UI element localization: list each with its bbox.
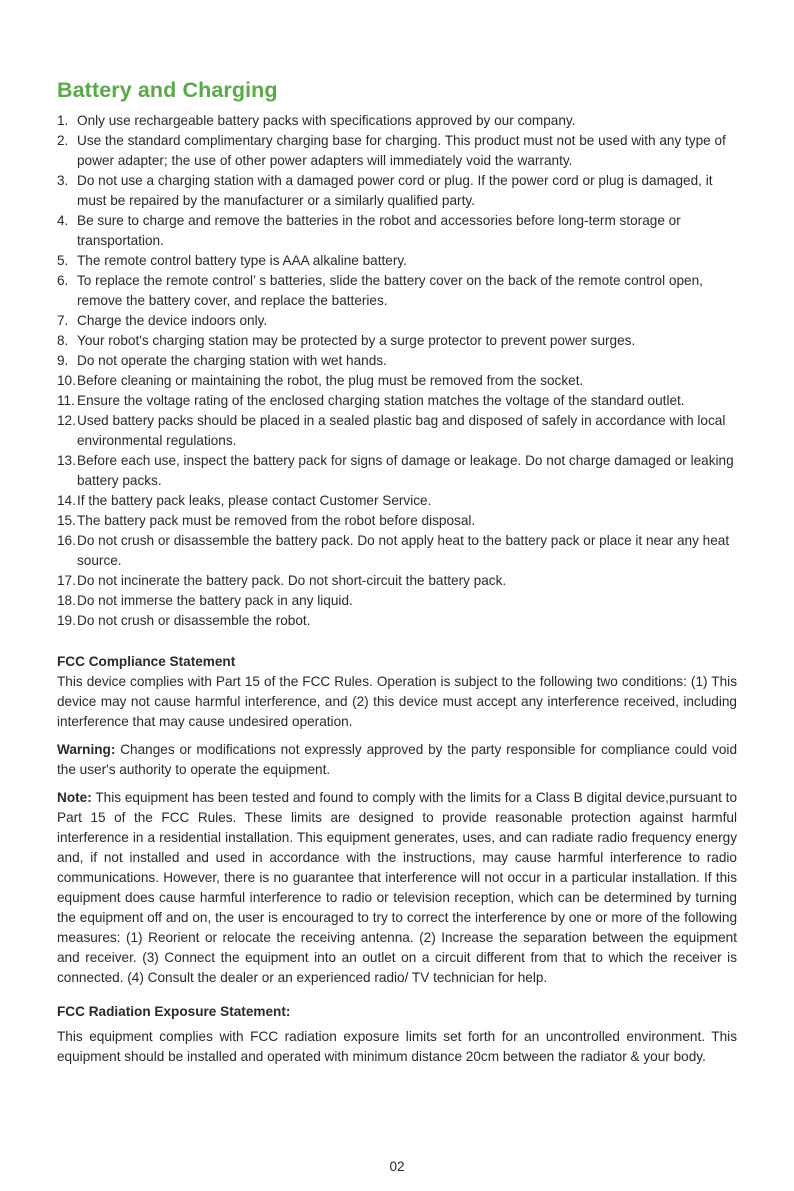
list-item [57, 211, 737, 251]
item-number: 2. [57, 133, 69, 148]
list-item [57, 391, 737, 411]
item-number: 1. [57, 113, 69, 128]
item-number: 13. [57, 453, 76, 468]
note-label: Note: [57, 790, 92, 805]
list-item [57, 611, 737, 631]
warning-label: Warning: [57, 742, 116, 757]
note-text: This equipment has been tested and found to comply with the limits for a Class B digital device,pursuant to Part 15 of the FCC Rules. These limits are designed to provide reasonable protection against harmful interference in a residential installation. This equipment generates, uses, and can radiate radio frequency energy and, if not installed and used in accordance with the instructions, may cause harmful interference to radio communications. However, there is no guarantee that interference will not occur in a particular installation. If this equipment does cause harmful interference to radio or television reception, which can be determined by turning the equipment off and on, the user is encouraged to try to correct the interference by one or more of the following measures: (1) Reorient or relocate the receiving antenna. (2) Increase the separation between the equipment and receiver. (3) Connect the equipment into an outlet on a circuit different from that to which the receiver is connected. (4) Consult the dealer or an experienced radio/ TV technician for help. [57, 790, 738, 985]
radiation-body: This equipment complies with FCC radiation exposure limits set forth for an uncontrolled environment. This equipment should be installed and operated with minimum distance 20cm between the radiator & your body. [57, 1029, 737, 1064]
page-number: 02 [389, 1159, 405, 1174]
item-text: Be sure to charge and remove the batteries in the robot and accessories before long-term storage or transportation. [77, 213, 681, 248]
item-text: If the battery pack leaks, please contact Customer Service. [77, 493, 432, 508]
item-number: 7. [57, 313, 69, 328]
item-number: 14. [57, 493, 76, 508]
item-number: 19. [57, 613, 76, 628]
list-item [57, 451, 737, 491]
radiation-heading: FCC Radiation Exposure Statement: [57, 1004, 291, 1019]
item-number: 8. [57, 333, 69, 348]
battery-rules-list [57, 111, 737, 631]
item-number: 17. [57, 573, 76, 588]
note-paragraph [57, 788, 737, 988]
list-item [57, 171, 737, 211]
item-text: Before cleaning or maintaining the robot, the plug must be removed from the socket. [77, 373, 584, 388]
warning-paragraph [57, 740, 737, 780]
list-item [57, 131, 737, 171]
item-text: Before each use, inspect the battery pack for signs of damage or leakage. Do not charge damaged or leaking battery packs. [77, 453, 734, 488]
document-page [57, 78, 737, 1067]
item-number: 5. [57, 253, 69, 268]
item-number: 11. [57, 393, 75, 408]
list-item [57, 511, 737, 531]
item-text: Used battery packs should be placed in a sealed plastic bag and disposed of safely in accordance with local environmental regulations. [77, 413, 726, 448]
list-item [57, 311, 737, 331]
list-item [57, 331, 737, 351]
item-number: 12. [57, 413, 76, 428]
item-number: 15. [57, 513, 76, 528]
item-number: 16. [57, 533, 76, 548]
list-item [57, 351, 737, 371]
list-item [57, 371, 737, 391]
item-number: 18. [57, 593, 76, 608]
item-number: 4. [57, 213, 69, 228]
item-number: 9. [57, 353, 69, 368]
list-item [57, 111, 737, 131]
list-item [57, 491, 737, 511]
item-text: The battery pack must be removed from the robot before disposal. [77, 513, 476, 528]
item-number: 10. [57, 373, 76, 388]
list-item [57, 411, 737, 451]
item-text: The remote control battery type is AAA alkaline battery. [77, 253, 407, 268]
section-title: Battery and Charging [57, 78, 278, 102]
item-text: Do not operate the charging station with wet hands. [77, 353, 387, 368]
item-text: Do not immerse the battery pack in any liquid. [77, 593, 353, 608]
fcc-compliance-body: This device complies with Part 15 of the FCC Rules. Operation is subject to the following two conditions: (1) This device may not cause harmful interference, and (2) this device must accept any interference received, including interference that may cause undesired operation. [57, 674, 737, 729]
item-text: Only use rechargeable battery packs with specifications approved by our company. [77, 113, 576, 128]
warning-text: Changes or modifications not expressly approved by the party responsible for compliance could void the user's authority to operate the equipment. [57, 742, 738, 777]
list-item [57, 571, 737, 591]
item-number: 3. [57, 173, 69, 188]
item-text: Do not incinerate the battery pack. Do not short-circuit the battery pack. [77, 573, 507, 588]
fcc-compliance-heading: FCC Compliance Statement [57, 654, 236, 669]
list-item [57, 531, 737, 571]
list-item [57, 271, 737, 311]
item-number: 6. [57, 273, 69, 288]
item-text: Charge the device indoors only. [77, 313, 268, 328]
item-text: Do not crush or disassemble the robot. [77, 613, 311, 628]
item-text: Do not crush or disassemble the battery pack. Do not apply heat to the battery pack or place it near any heat source. [77, 533, 730, 568]
list-item [57, 251, 737, 271]
item-text: Your robot's charging station may be protected by a surge protector to prevent power surges. [77, 333, 636, 348]
item-text: To replace the remote control’ s batteries, slide the battery cover on the back of the remote control open, remove the battery cover, and replace the batteries. [77, 273, 703, 308]
item-text: Ensure the voltage rating of the enclosed charging station matches the voltage of the standard outlet. [77, 393, 685, 408]
item-text: Do not use a charging station with a damaged power cord or plug. If the power cord or plug is damaged, it must be repaired by the manufacturer or a similarly qualified party. [77, 173, 713, 208]
item-text: Use the standard complimentary charging base for charging. This product must not be used with any type of power adapter; the use of other power adapters will immediately void the warranty. [77, 133, 726, 168]
list-item [57, 591, 737, 611]
